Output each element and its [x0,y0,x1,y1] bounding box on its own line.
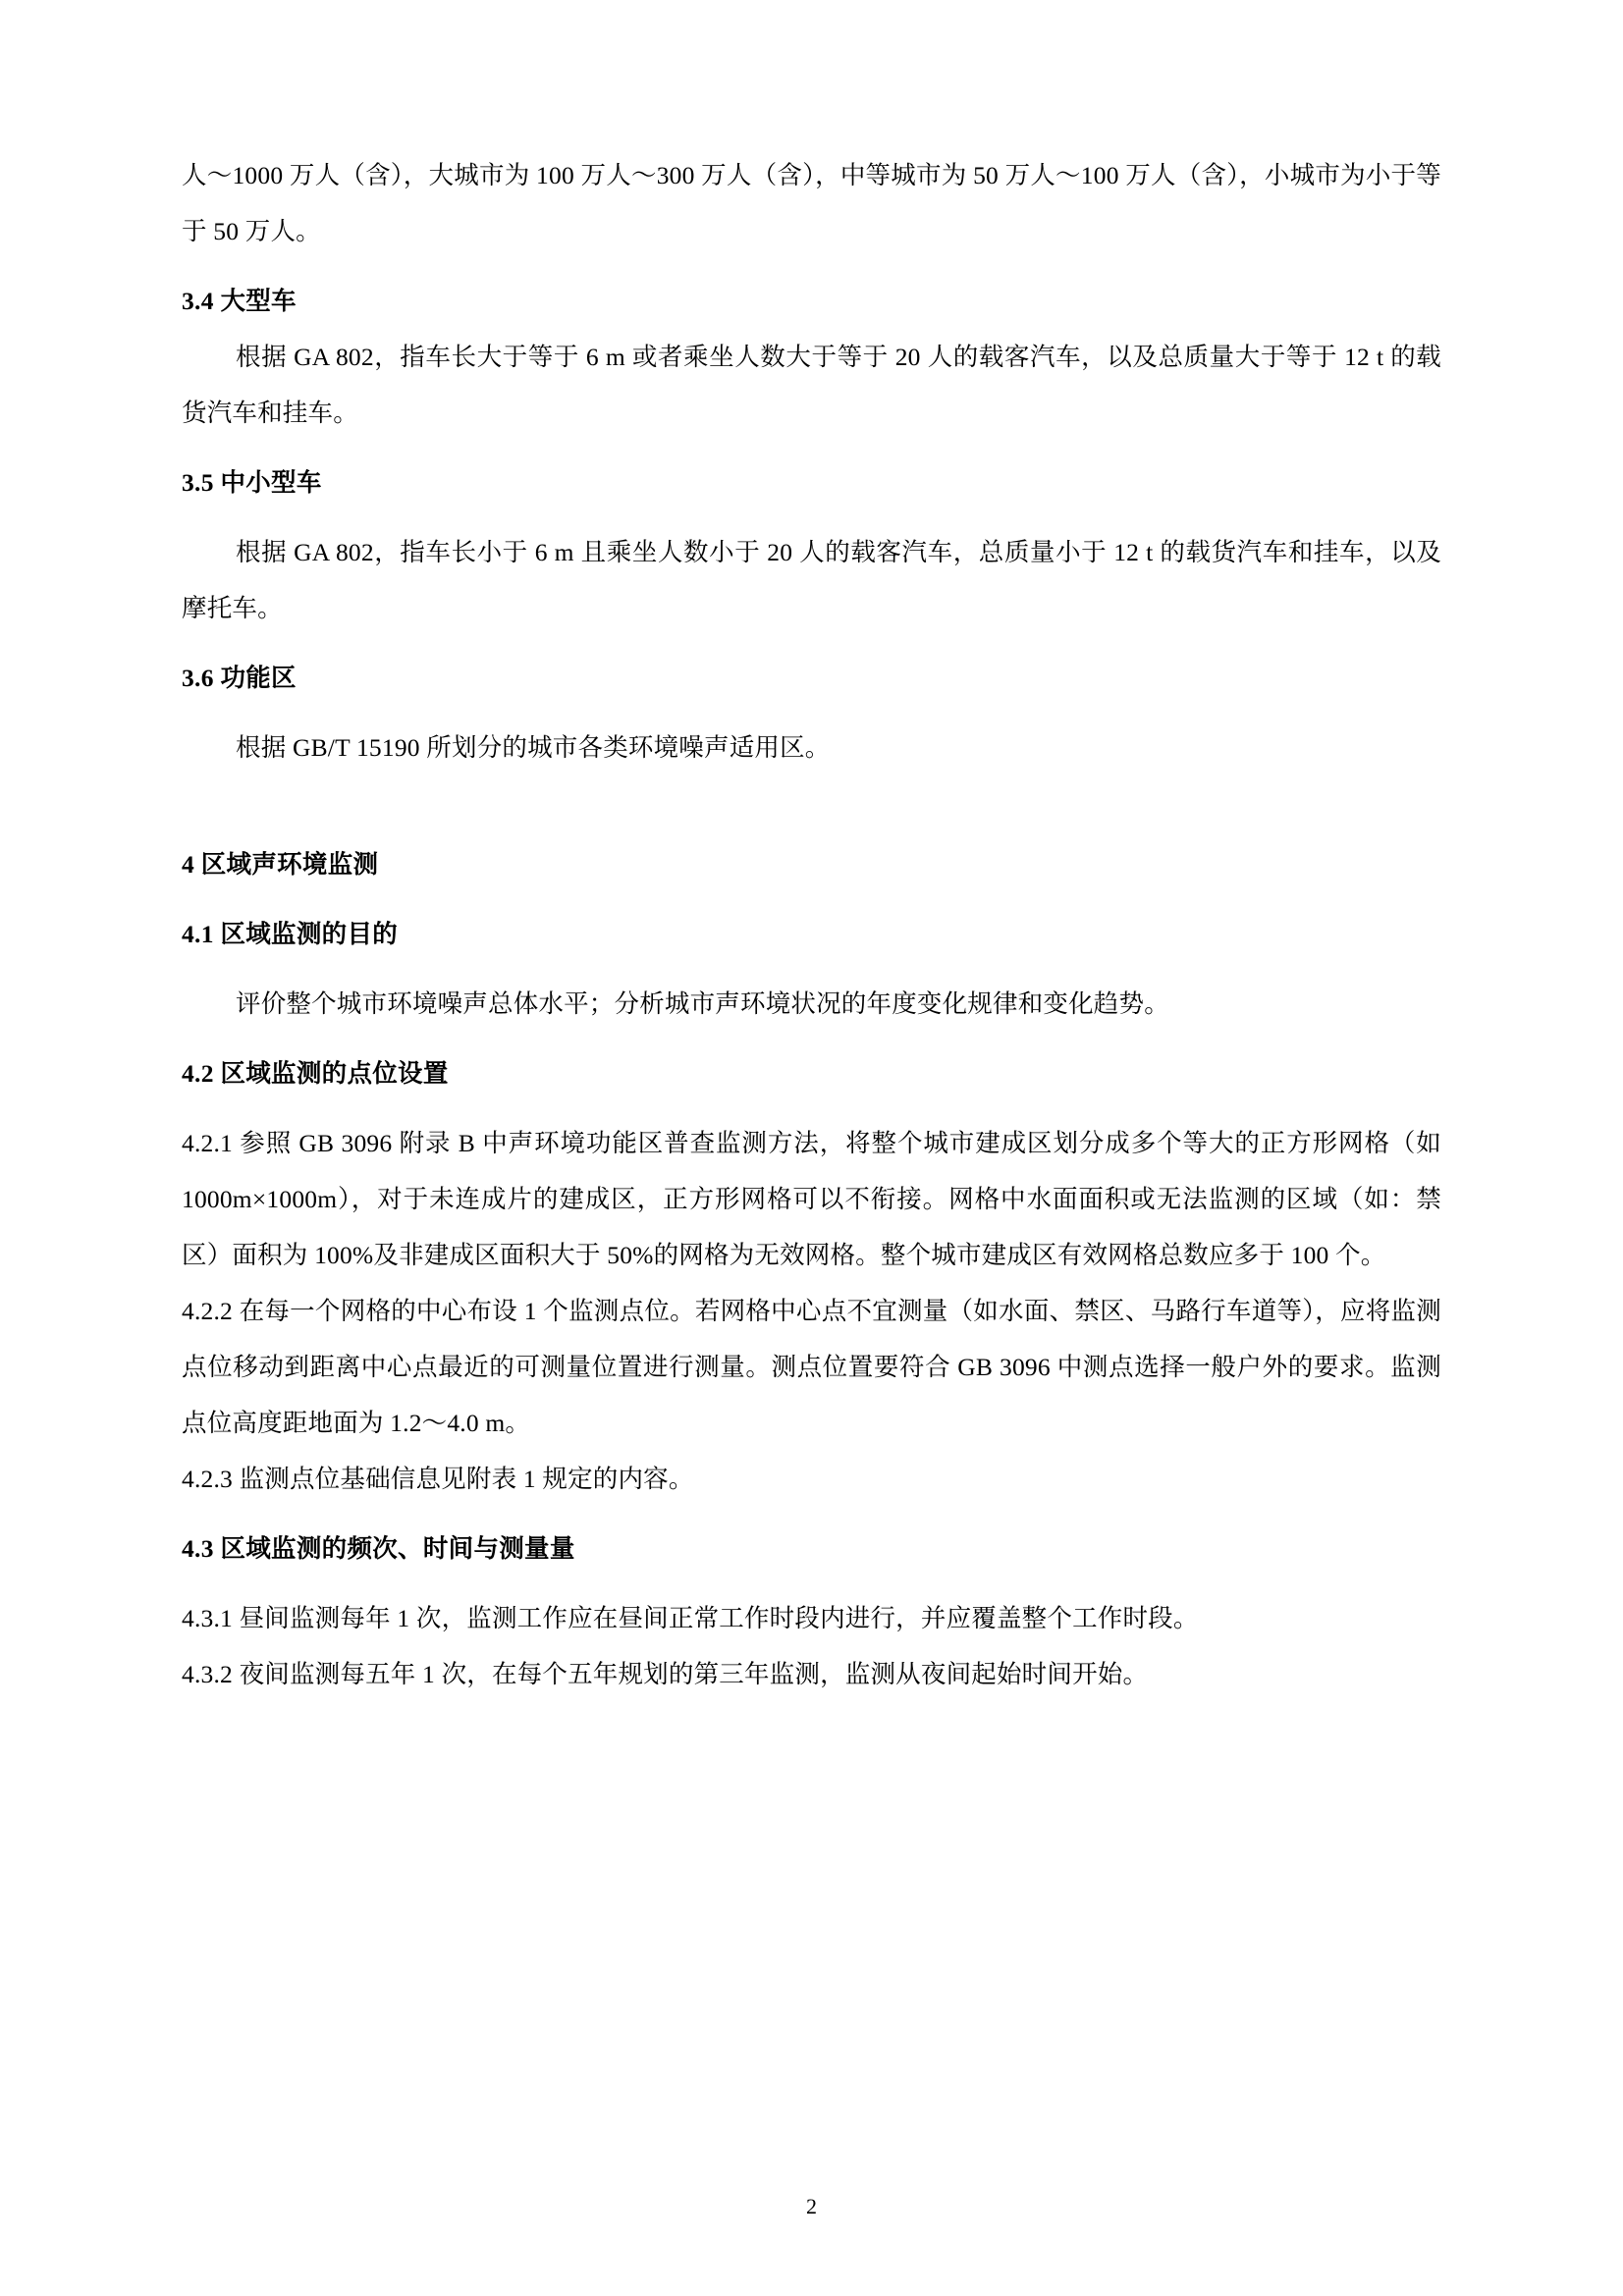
heading-4-1: 4.1 区域监测的目的 [182,920,399,948]
paragraph-small-vehicle: 根据 GA 802，指车长小于 6 m 且乘坐人数小于 20 人的载客汽车，总质量小于 12 t 的载货汽车和挂车，以及摩托车。 [182,538,1441,622]
heading-4-3: 4.3 区域监测的频次、时间与测量量 [182,1534,575,1563]
paragraph-monitoring-purpose: 评价整个城市环境噪声总体水平；分析城市声环境状况的年度变化规律和变化趋势。 [236,989,1169,1018]
section-spacer [182,775,1441,836]
paragraph-4-3-1: 4.3.1 昼间监测每年 1 次，监测工作应在昼间正常工作时段内进行，并应覆盖整个工作时段。 [182,1604,1199,1632]
spacer [182,441,1441,454]
paragraph-large-vehicle: 根据 GA 802，指车长大于等于 6 m 或者乘坐人数大于等于 20 人的载客汽车，以及总质量大于等于 12 t 的载货汽车和挂车。 [182,343,1441,427]
document-body [182,147,1441,1702]
spacer [182,1507,1441,1521]
heading-3-6: 3.6 功能区 [182,664,297,692]
heading-4: 4 区域声环境监测 [182,850,379,879]
spacer [182,510,1441,524]
spacer [182,1576,1441,1590]
paragraph-function-zone: 根据 GB/T 15190 所划分的城市各类环境噪声适用区。 [236,733,831,762]
paragraph-4-2-2: 4.2.2 在每一个网格的中心布设 1 个监测点位。若网格中心点不宜测量（如水面、禁区、马路行车道等），应将监测点位移动到距离中心点最近的可测量位置进行测量。测点位置要符合 GB 3096 中测点选择一般户外的要求。监测点位高度距地面为 1.2～4.0 m。 [182,1297,1441,1437]
heading-3-5: 3.5 中小型车 [182,468,322,497]
spacer [182,706,1441,720]
spacer [182,1101,1441,1115]
paragraph-4-3-2: 4.3.2 夜间监测每五年 1 次，在每个五年规划的第三年监测，监测从夜间起始时间开始。 [182,1660,1149,1688]
heading-4-2: 4.2 区域监测的点位设置 [182,1059,449,1088]
heading-3-4: 3.4 大型车 [182,287,297,315]
spacer [182,636,1441,650]
spacer [182,962,1441,976]
paragraph-city-size: 人～1000 万人（含），大城市为 100 万人～300 万人（含），中等城市为 50 万人～100 万人（含），小城市为小于等于 50 万人。 [182,161,1441,245]
spacer [182,259,1441,273]
paragraph-4-2-3: 4.2.3 监测点位基础信息见附表 1 规定的内容。 [182,1465,694,1493]
page-number: 2 [806,2194,817,2218]
spacer [182,892,1441,906]
spacer [182,1032,1441,1045]
paragraph-4-2-1: 4.2.1 参照 GB 3096 附录 B 中声环境功能区普查监测方法，将整个城市建成区划分成多个等大的正方形网格（如 1000m×1000m），对于未连成片的建成区，正方形网格可以不衔接。网格中水面面积或无法监测的区域（如：禁区）面积为 100%及非建成区面积大于 50%的网格为无效网格。整个城市建成区有效网格总数应多于 100 个。 [182,1129,1441,1269]
